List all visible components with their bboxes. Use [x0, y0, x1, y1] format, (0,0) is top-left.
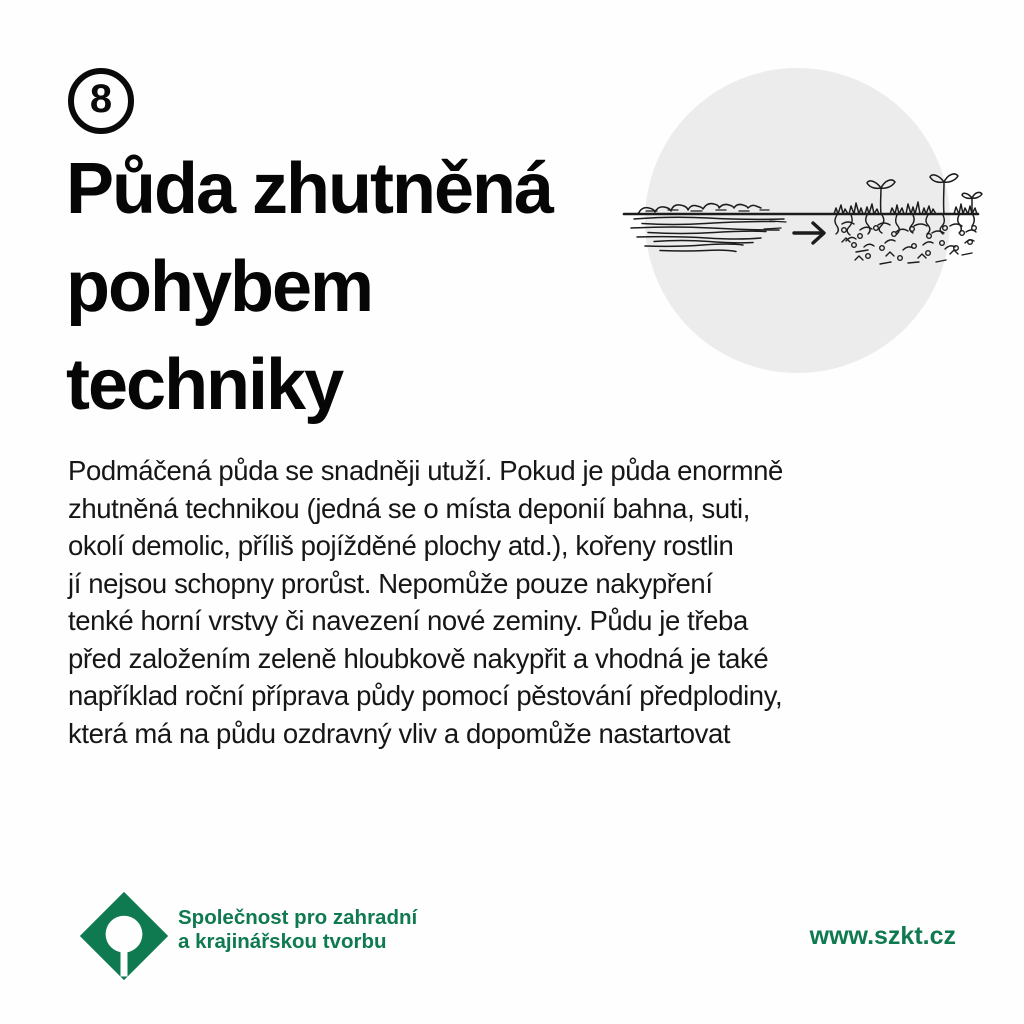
title-line: techniky: [66, 345, 343, 425]
org-name-line: a krajinářskou tvorbu: [178, 929, 387, 953]
body-text-line: před založením zeleně hloubkově nakypřit a vhodná je také: [68, 642, 769, 674]
body-text-line: jí nejsou schopny prorůst. Nepomůže pouze nakypření: [68, 567, 713, 599]
szkt-logo-icon: [78, 890, 170, 982]
step-number-badge: [68, 68, 134, 134]
body-text-line: okolí demolic, příliš pojížděné plochy atd.), kořeny rostlin: [68, 530, 734, 561]
body-text-line: zhutněná technikou (jedná se o místa deponií bahna, suti,: [68, 492, 750, 524]
body-text: [68, 452, 783, 752]
body-text-line: Podmáčená půda se snadněji utuží. Pokud je půda enormně: [68, 455, 783, 486]
org-name-line: Společnost pro zahradní: [178, 906, 418, 929]
body-text-line: která má na půdu ozdravný vliv a dopomůže nastartovat: [68, 717, 731, 749]
compacted-soil-sketch: [631, 204, 786, 252]
page-title: [66, 140, 552, 434]
arrow-icon: [794, 223, 824, 243]
step-number: 8: [89, 77, 113, 121]
body-text-line: například roční příprava půdy pomocí pěstování předplodiny,: [68, 680, 783, 711]
org-name: [178, 906, 417, 953]
body-text-line: tenké horní vrstvy či navezení nové zeminy. Půdu je třeba: [68, 605, 748, 636]
soil-illustration: [618, 148, 1000, 308]
website-link[interactable]: www.szkt.cz: [809, 922, 956, 950]
title-line: pohybem: [66, 247, 373, 327]
title-line: Půda zhutněná: [66, 149, 553, 229]
loosened-soil-sketch: [834, 174, 982, 264]
